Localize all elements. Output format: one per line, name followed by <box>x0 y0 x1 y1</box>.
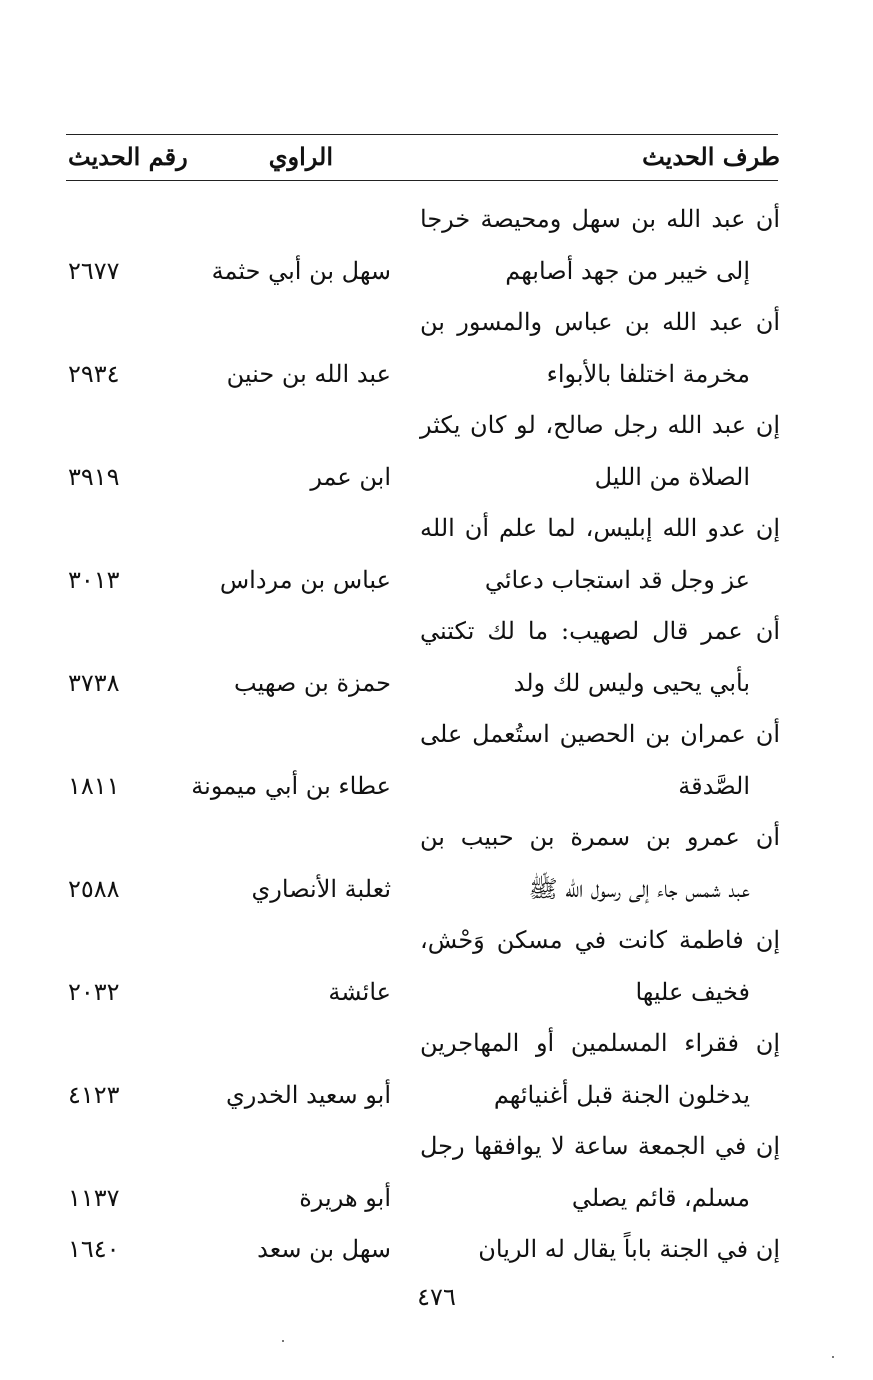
hadith-line: عز وجل قد استجاب دعائي <box>484 566 750 594</box>
hadith-line: إن عبد الله رجل صالح، لو كان يكثر <box>420 411 780 439</box>
narrator: ابن عمر <box>310 463 391 491</box>
hadith-number: ١٦٤٠ <box>68 1235 120 1263</box>
hadith-number: ٣٧٣٨ <box>68 669 120 697</box>
hadith-line: أن عبد الله بن سهل ومحيصة خرجا <box>420 205 780 233</box>
hadith-line: أن عبد الله بن عباس والمسور بن <box>420 308 780 336</box>
hadith-number: ٢٩٣٤ <box>68 360 120 388</box>
narrator: عباس بن مرداس <box>219 566 391 594</box>
hadith-line: أن عمرو بن سمرة بن حبيب بن <box>420 823 780 851</box>
hadith-line: فخيف عليها <box>635 978 750 1006</box>
hadith-line: أن عمر قال لصهيب: ما لك تكتني <box>420 617 780 645</box>
header-top-rule <box>66 134 778 135</box>
narrator: سهل بن أبي حثمة <box>211 257 391 285</box>
hadith-number: ٣٩١٩ <box>68 463 120 491</box>
column-header-narrator: الراوي <box>268 142 333 171</box>
column-header-number: رقم الحديث <box>68 142 188 171</box>
scan-speck <box>832 1356 834 1358</box>
hadith-line: الصَّدقة <box>678 772 750 800</box>
hadith-line: إن في الجمعة ساعة لا يوافقها رجل <box>420 1132 780 1160</box>
hadith-number: ٢٦٧٧ <box>68 257 120 285</box>
narrator: عطاء بن أبي ميمونة <box>191 772 391 800</box>
hadith-line: إلى خيبر من جهد أصابهم <box>505 257 750 285</box>
narrator: عائشة <box>328 978 391 1006</box>
column-header-hadith: طرف الحديث <box>642 142 780 171</box>
narrator: ثعلبة الأنصاري <box>251 875 391 903</box>
hadith-line: أن عمران بن الحصين استُعمل على <box>420 720 780 748</box>
hadith-line: مسلم، قائم يصلي <box>571 1184 750 1212</box>
hadith-number: ٢٠٣٢ <box>68 978 120 1006</box>
hadith-number: ٣٠١٣ <box>68 566 120 594</box>
hadith-line: إن عدو الله إبليس، لما علم أن الله <box>420 514 780 542</box>
narrator: عبد الله بن حنين <box>226 360 391 388</box>
hadith-number: ٤١٢٣ <box>68 1081 120 1109</box>
hadith-line: إن في الجنة باباً يقال له الريان <box>478 1235 780 1263</box>
hadith-line: يدخلون الجنة قبل أغنيائهم <box>493 1081 750 1109</box>
narrator: حمزة بن صهيب <box>234 669 391 697</box>
header-bottom-rule <box>66 180 778 181</box>
scan-speck <box>282 1340 284 1342</box>
hadith-number: ١١٣٧ <box>68 1184 120 1212</box>
hadith-number: ٢٥٨٨ <box>68 875 120 903</box>
hadith-number: ١٨١١ <box>68 772 120 800</box>
narrator: سهل بن سعد <box>257 1235 391 1263</box>
hadith-line: بأبي يحيى وليس لك ولد <box>513 669 750 697</box>
hadith-line: إن فقراء المسلمين أو المهاجرين <box>420 1029 780 1057</box>
narrator: أبو هريرة <box>299 1184 391 1212</box>
hadith-line: عبد شمس جاء إلى رسول الله ﷺ <box>528 875 750 903</box>
hadith-line: مخرمة اختلفا بالأبواء <box>546 360 750 388</box>
narrator: أبو سعيد الخدري <box>226 1081 391 1109</box>
hadith-line: إن فاطمة كانت في مسكن وَحْش، <box>420 926 780 954</box>
hadith-line: الصلاة من الليل <box>594 463 750 491</box>
page-number: ٤٧٦ <box>417 1283 456 1311</box>
